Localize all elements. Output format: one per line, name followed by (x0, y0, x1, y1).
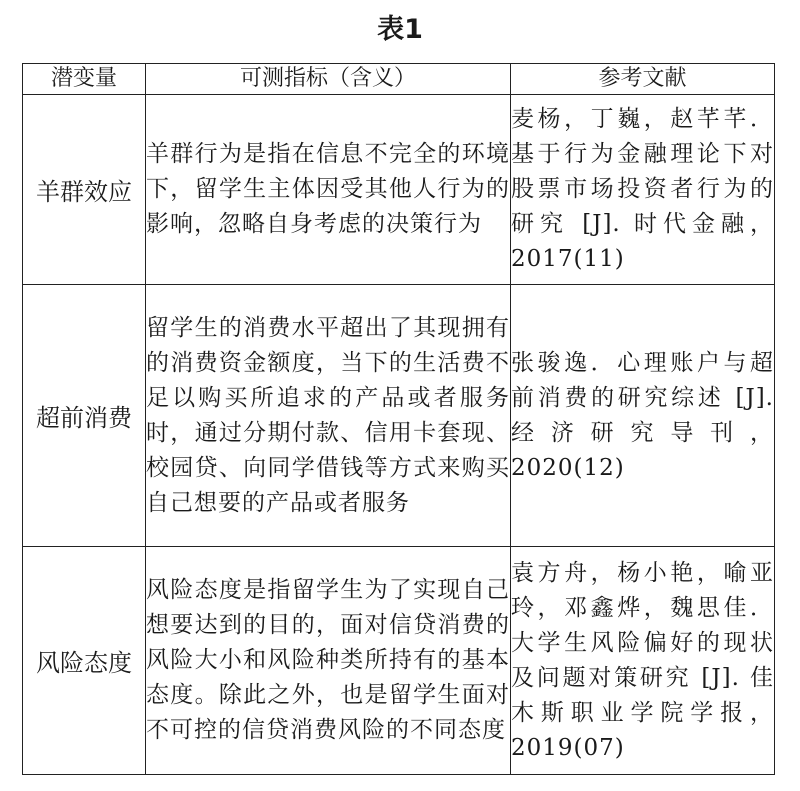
table-row (23, 95, 775, 285)
header-variable: 潜变量 (23, 64, 146, 95)
table-caption: 表1 (377, 14, 423, 45)
indicator-cell: 风险态度是指留学生为了实现自己想要达到的目的，面对信贷消费的风险大小和风险种类所持有的基本态度。除此之外，也是留学生面对不可控的信贷消费风险的不同态度 (146, 547, 511, 775)
table-row (23, 285, 775, 547)
table-row (23, 547, 775, 775)
reference-cell: 袁方舟，杨小艳，喻亚玲，邓鑫烨，魏思佳．大学生风险偏好的现状及问题对策研究 [J]. 佳木斯职业学院学报，2019(07) (511, 547, 775, 775)
reference-cell: 张骏逸．心理账户与超前消费的研究综述 [J]. 经济研究导刊，2020(12) (511, 285, 775, 547)
header-indicator: 可测指标（含义） (146, 64, 511, 95)
header-row (23, 64, 775, 95)
indicator-cell: 羊群行为是指在信息不完全的环境下，留学生主体因受其他人行为的影响，忽略自身考虑的决策行为 (146, 95, 511, 285)
variable-cell: 超前消费 (23, 285, 146, 547)
indicator-cell: 留学生的消费水平超出了其现拥有的消费资金额度，当下的生活费不足以购买所追求的产品或者服务时，通过分期付款、信用卡套现、校园贷、向同学借钱等方式来购买自己想要的产品或者服务 (146, 285, 511, 547)
reference-cell: 麦杨，丁巍，赵芊芊．基于行为金融理论下对股票市场投资者行为的研究 [J]. 时代金融，2017(11) (511, 95, 775, 285)
header-reference: 参考文献 (511, 64, 775, 95)
variable-cell: 羊群效应 (23, 95, 146, 285)
data-table (22, 63, 775, 775)
variable-cell: 风险态度 (23, 547, 146, 775)
